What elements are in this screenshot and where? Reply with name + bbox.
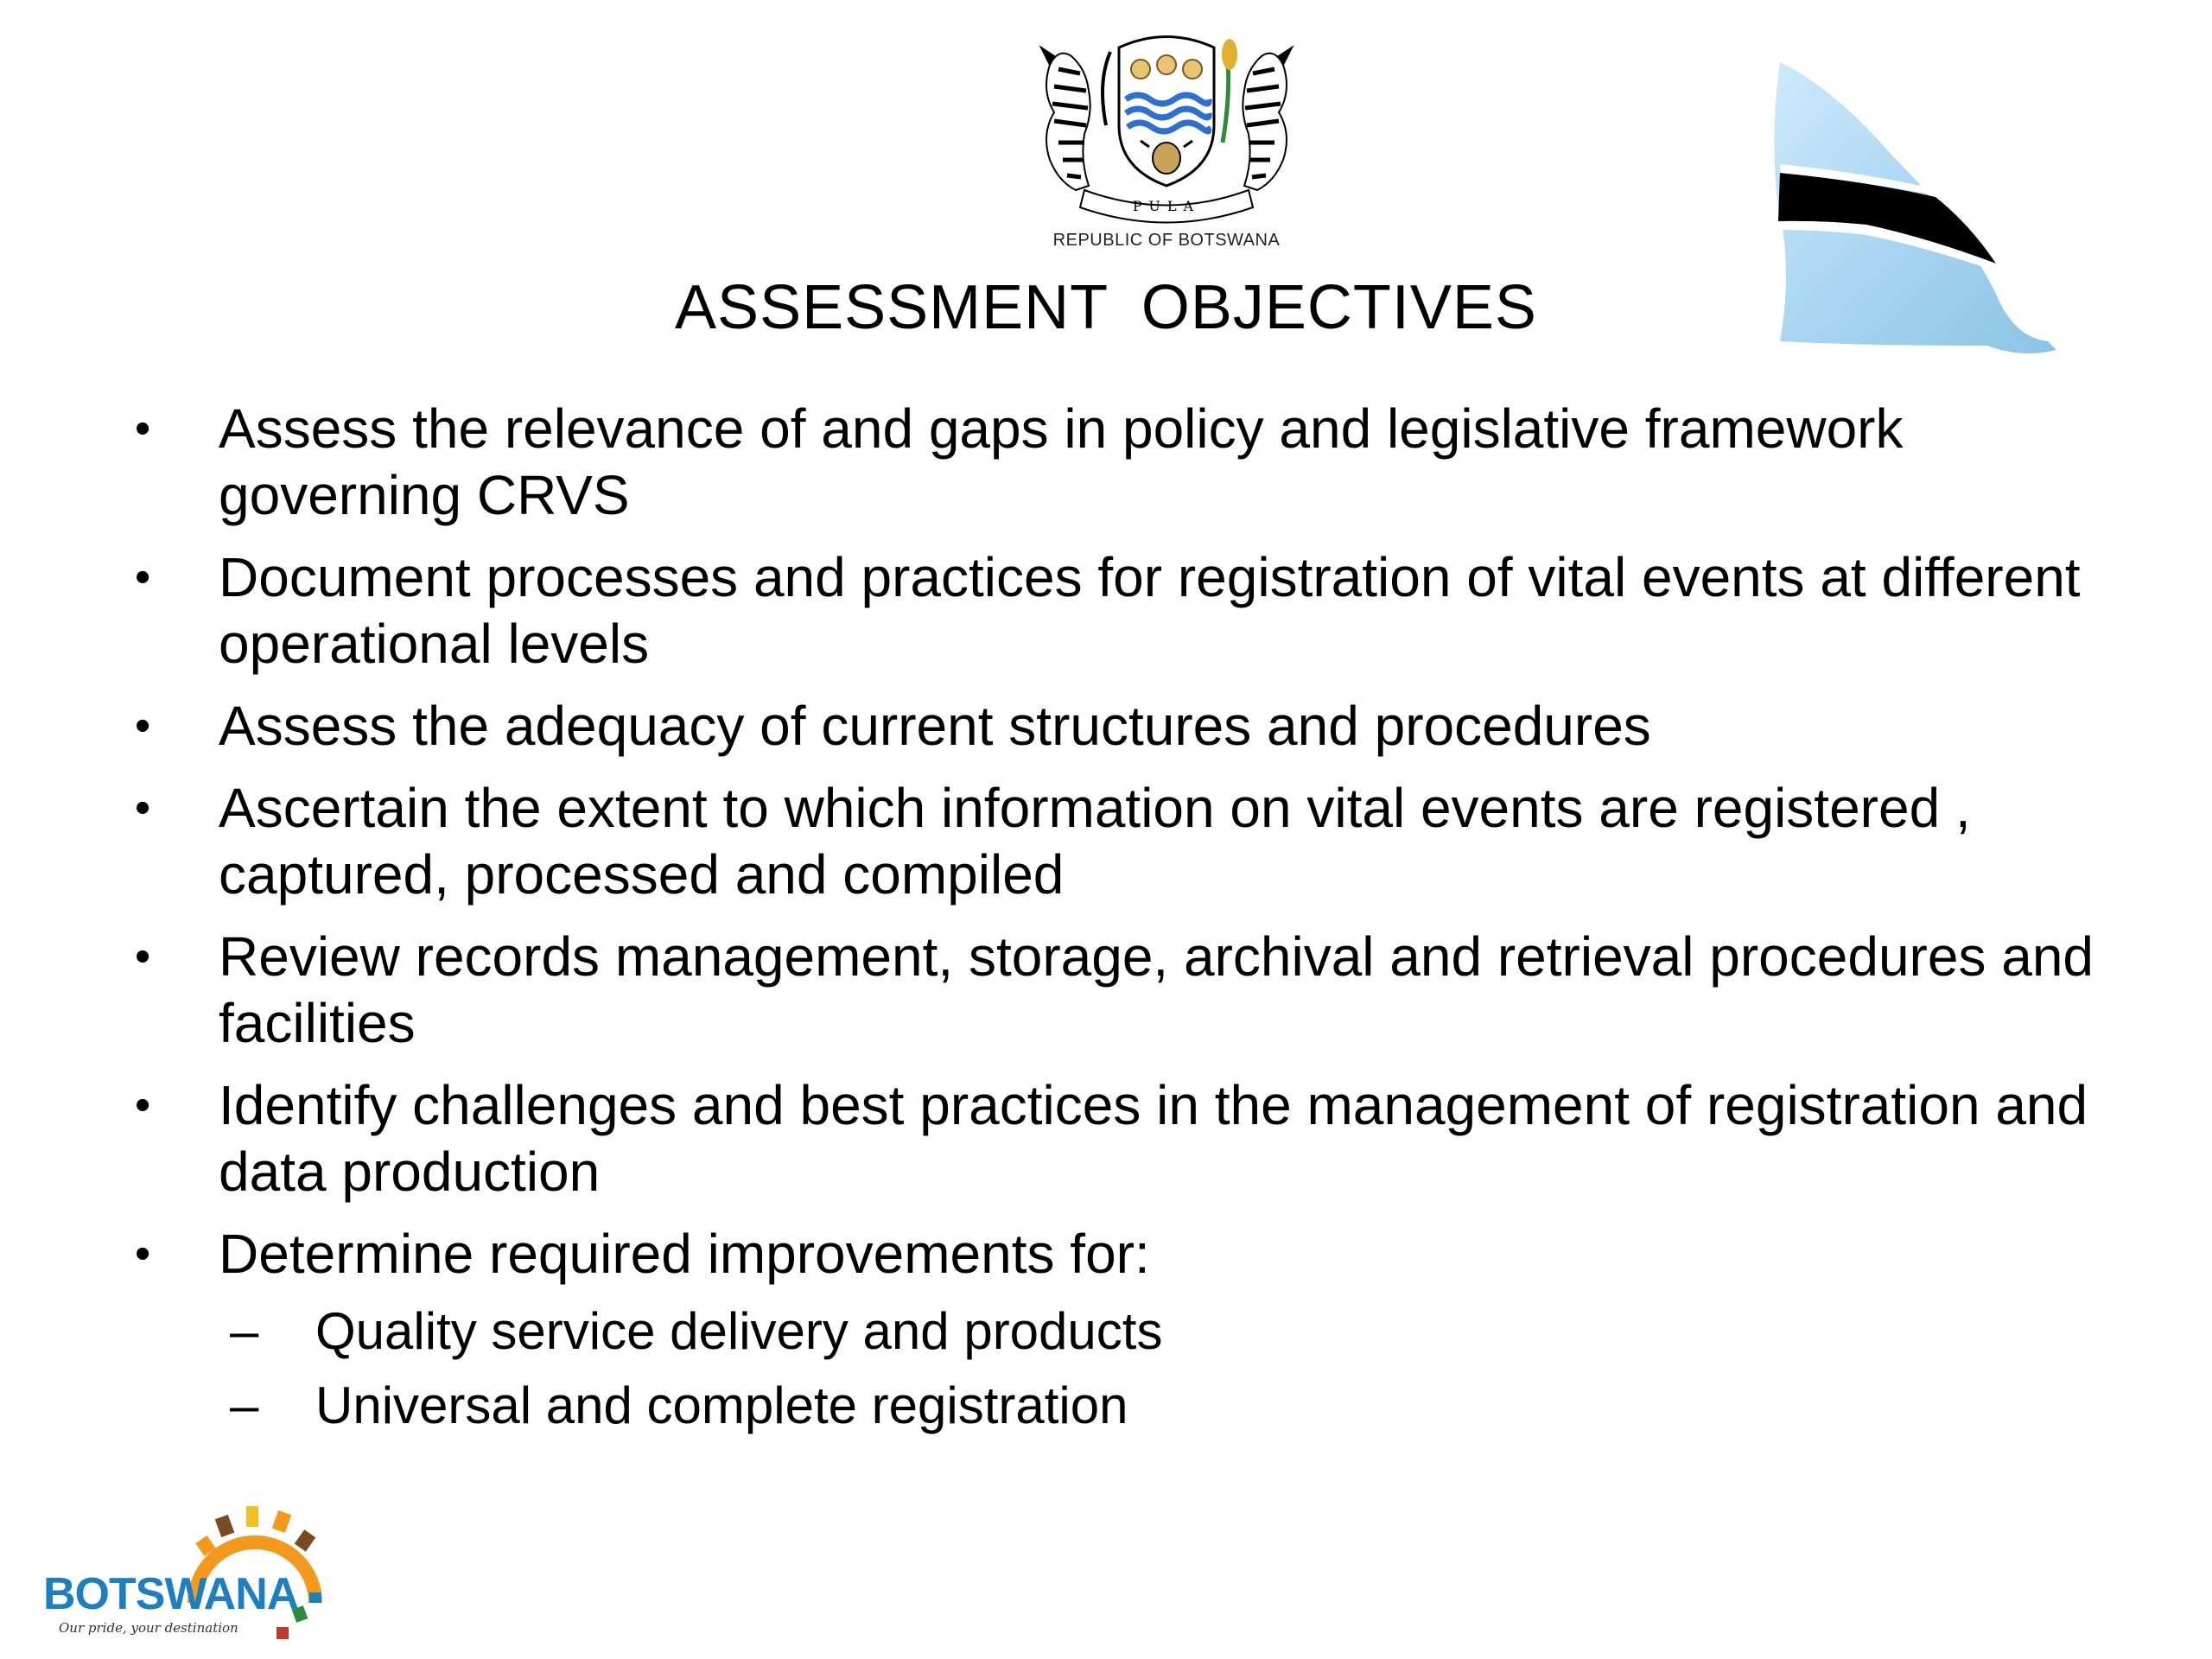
sub-bullet-text: Universal and complete registration (315, 1376, 1128, 1434)
page-title: ASSESSMENT OBJECTIVES (675, 273, 1537, 342)
botswana-tourism-logo (35, 1499, 328, 1642)
coat-caption: REPUBLIC OF BOTSWANA (1052, 231, 1281, 250)
dash-icon: – (230, 1302, 259, 1360)
list-item (130, 1221, 2117, 1443)
logo-wordmark: BOTSWANA (43, 1569, 299, 1619)
list-item (130, 544, 2117, 677)
objectives-list (130, 396, 2117, 1459)
bullet-text: Ascertain the extent to which information on vital events are registered , captured, processed and compiled (219, 777, 1971, 906)
sub-list-item (219, 1369, 2117, 1443)
bullet-dot-icon: • (135, 404, 151, 454)
list-item (130, 693, 2117, 760)
logo-tagline: Our pride, your destination (59, 1620, 238, 1636)
coat-of-arms (1024, 30, 1309, 255)
bullet-text: Identify challenges and best practices in the management of registration and data production (219, 1074, 2088, 1203)
bullet-dot-icon: • (135, 1229, 151, 1279)
bullet-dot-icon: • (135, 552, 151, 602)
list-item (130, 396, 2117, 529)
list-item (130, 1072, 2117, 1205)
coat-motto: PULA (1132, 198, 1201, 214)
list-item (130, 924, 2117, 1057)
bullet-text: Determine required improvements for: (219, 1223, 1150, 1285)
sub-list-item (219, 1294, 2117, 1369)
bullet-dot-icon: • (135, 783, 151, 833)
bullet-text: Assess the adequacy of current structures and procedures (219, 695, 1651, 757)
bullet-text: Assess the relevance of and gaps in policy and legislative framework governing CRVS (219, 397, 1904, 526)
sub-bullet-text: Quality service delivery and products (315, 1302, 1163, 1360)
improvements-sublist (219, 1294, 2117, 1443)
bullet-text: Document processes and practices for registration of vital events at different operational levels (219, 546, 2081, 675)
list-item (130, 775, 2117, 908)
dash-icon: – (230, 1376, 259, 1434)
bullet-dot-icon: • (135, 701, 151, 751)
bullet-dot-icon: • (135, 1080, 151, 1130)
coat-of-arms-icon (1024, 30, 1309, 233)
bullet-text: Review records management, storage, archival and retrieval procedures and facilities (219, 925, 2094, 1054)
bullet-dot-icon: • (135, 931, 151, 982)
